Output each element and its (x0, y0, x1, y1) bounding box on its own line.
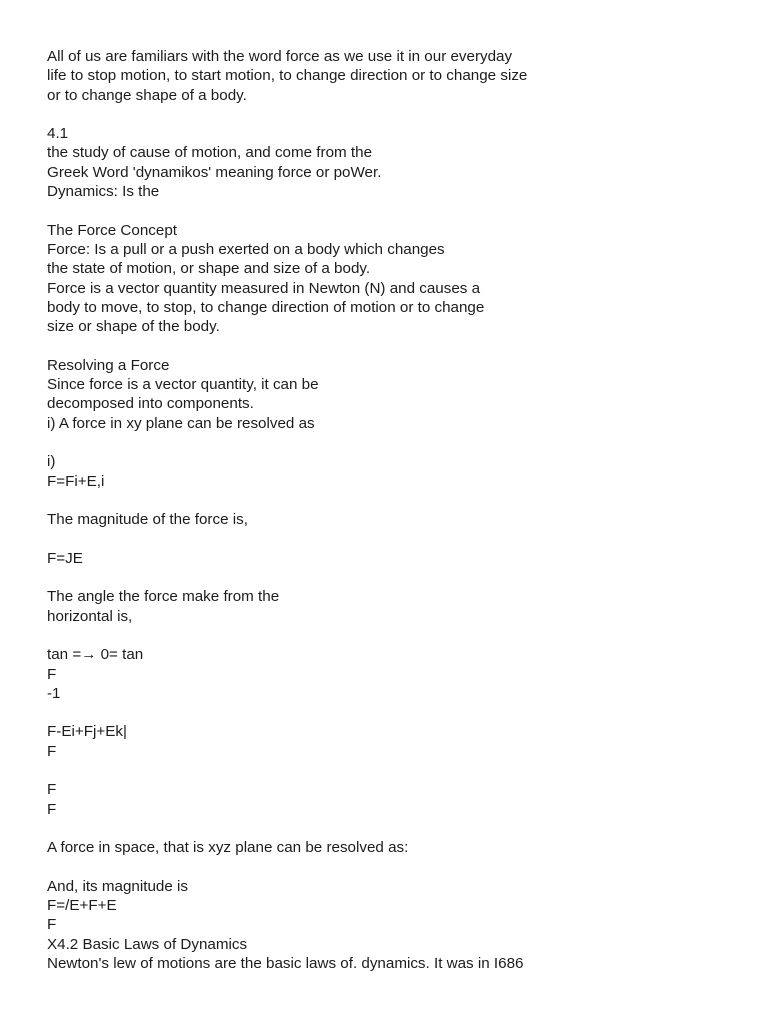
text-line: F=JE (47, 549, 83, 567)
paragraph (47, 587, 747, 626)
text-line: F=Fi+E,i (47, 472, 105, 490)
text-line: The angle the force make from the (47, 588, 280, 606)
text-line: i) A force in xy plane can be resolved as (47, 414, 315, 432)
text-line: F (47, 781, 57, 799)
text-line: -1 (47, 684, 61, 702)
text-line: All of us are familiars with the word force as we use it in our everyday (47, 48, 513, 65)
paragraph (47, 838, 747, 857)
text-line: the study of cause of motion, and come from the (47, 144, 373, 162)
text-line: Resolving a Force (47, 356, 170, 374)
text-line: life to stop motion, to start motion, to change direction or to change size (47, 67, 528, 85)
text-line: Force is a vector quantity measured in Newton (N) and causes a (47, 279, 481, 297)
paragraph (47, 780, 747, 819)
text-line: Since force is a vector quantity, it can be (47, 376, 319, 394)
paragraph (47, 47, 747, 105)
text-line: A force in space, that is xyz plane can be resolved as: (47, 839, 409, 857)
paragraph (47, 645, 747, 703)
paragraph (47, 452, 747, 491)
text-line: F-Ei+Fj+Ek| (47, 723, 127, 741)
text-line: body to move, to stop, to change direction of motion or to change (47, 298, 485, 316)
text-line: 4.1 (47, 125, 69, 143)
text-line: decomposed into components. (47, 395, 254, 413)
text-line: The magnitude of the force is, (47, 511, 248, 529)
paragraph (47, 356, 747, 433)
text-line: And, its magnitude is (47, 877, 188, 895)
document-page (47, 47, 747, 973)
text-line: or to change shape of a body. (47, 86, 247, 104)
text-line: Force: Is a pull or a push exerted on a body which changes (47, 240, 445, 258)
text-line: the state of motion, or shape and size of a body. (47, 260, 371, 278)
paragraph (47, 124, 747, 201)
paragraph (47, 549, 747, 568)
text-line: Greek Word 'dynamikos' meaning force or poWer. (47, 163, 382, 181)
text-line: i) (47, 453, 56, 471)
text-line: F (47, 742, 57, 760)
text-line: F (47, 916, 57, 934)
text-line: F=/E+F+E (47, 897, 117, 915)
text-line: Dynamics: Is the (47, 183, 160, 201)
paragraph (47, 877, 747, 973)
text-line: F (47, 800, 57, 818)
text-line: X4.2 Basic Laws of Dynamics (47, 935, 248, 953)
text-line: The Force Concept (47, 221, 177, 239)
text-line: size or shape of the body. (47, 318, 220, 336)
paragraph (47, 510, 747, 529)
text-line: F (47, 665, 57, 683)
text-line: Newton's lew of motions are the basic laws of. dynamics. It was in I686 (47, 954, 524, 972)
text-line: tan =→ 0= tan (47, 646, 144, 664)
paragraph (47, 221, 747, 337)
text-line: horizontal is, (47, 607, 133, 625)
paragraph (47, 722, 747, 761)
